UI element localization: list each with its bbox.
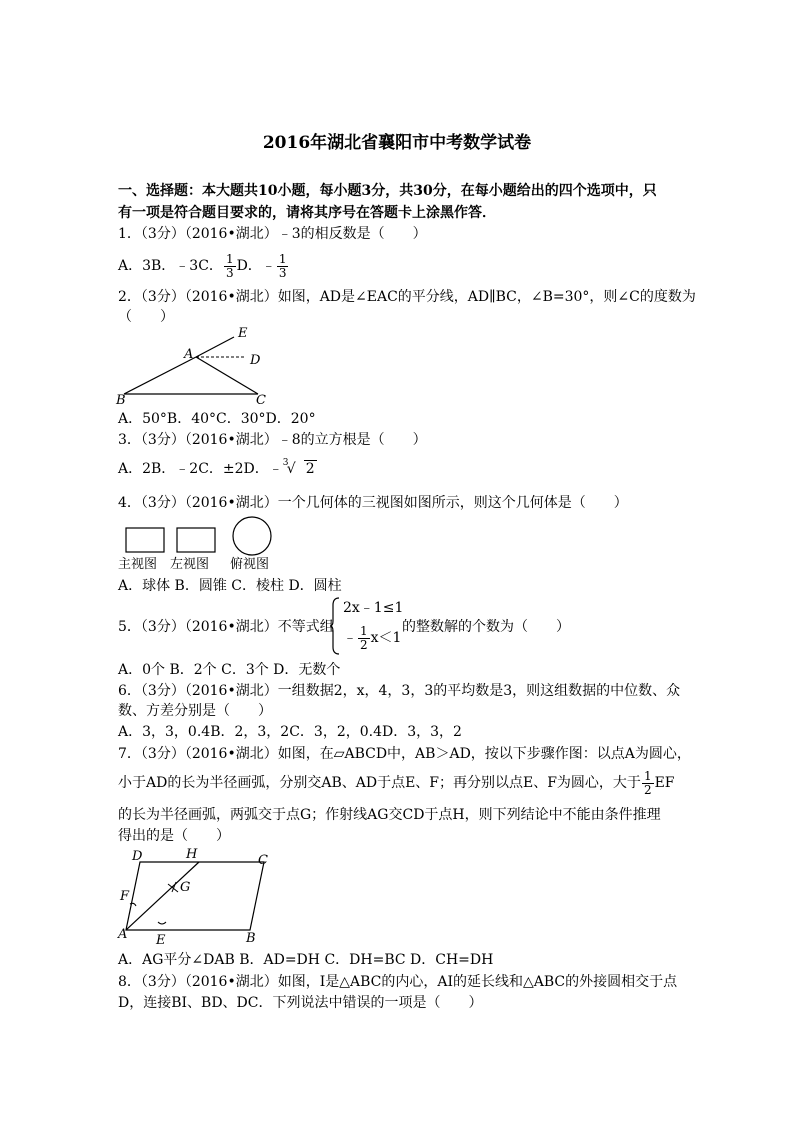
q3-cube-root: 3 √ 2 — [283, 460, 317, 478]
q7-label-c: C — [258, 853, 268, 868]
q4-view-label-top: 俯视图 — [230, 557, 270, 572]
q2-label-b: B — [116, 393, 126, 408]
q7-label-h: H — [186, 847, 198, 862]
q7-label-g: G — [180, 880, 191, 895]
q6-stem-line2: 数、方差分别是（ ） — [118, 703, 272, 719]
q7-stem: 7．（3分）（2016•湖北）如图，在▱ABCD中，AB＞AD，按以下步骤作图：以点A为圆心， — [118, 746, 691, 762]
q4-view-label-front: 主视图 — [118, 557, 158, 572]
q7-stem2-pre: 小于AD的长为半径画弧，分别交AB、AD于点E、F；再分别以点E、F为圆心，大于 — [118, 775, 641, 791]
q7-label-a: A — [118, 927, 128, 942]
q5-left-brace — [330, 597, 340, 655]
section-heading-line1: 一、选择题：本大题共10小题，每小题3分，共30分，在每小题给出的四个选项中，只 — [118, 183, 657, 199]
q2-options: A．50°B．40°C．30°D．20° — [118, 411, 316, 427]
q3-options-line — [118, 460, 317, 478]
q7-label-b: B — [246, 931, 256, 946]
q7-stem-line3: 的长为半径画弧，两弧交于点G；作射线AG交CD于点H，则下列结论中不能由条件推理 — [118, 807, 661, 823]
q1-fraction-c — [224, 253, 236, 280]
q2-stem-line2: （ ） — [118, 309, 174, 325]
q1-option-d: D．﹣ — [236, 258, 276, 274]
q5-stem-pre: 5．（3分）（2016•湖北）不等式组 — [118, 619, 334, 635]
q3-root-body: 2 — [305, 461, 315, 477]
q1-frac-den: 3 — [225, 265, 234, 280]
q7-options: A．AG平分∠DAB B．AD=DH C．DH=BC D．CH=DH — [118, 952, 494, 968]
q4-options: A．球体 B．圆锥 C．棱柱 D．圆柱 — [118, 578, 342, 594]
q5-ineq2-rest: x＜1 — [370, 630, 402, 646]
q7-stem2-post: EF — [654, 775, 675, 791]
q8-stem-line2: D，连接BI、BD、DC．下列说法中错误的一项是（ ） — [118, 995, 483, 1011]
q5-inequality-1: 2x﹣1≤1 — [343, 600, 404, 616]
q1-frac2-num: 1 — [278, 251, 287, 266]
q5-ineq2-num: 1 — [360, 623, 368, 638]
q7-parallelogram-abcd — [126, 862, 264, 930]
q7-ray-ag — [126, 862, 199, 930]
section-heading-line2: 有一项是符合题目要求的，请将其序号在答题卡上涂黑作答． — [118, 205, 496, 221]
q7-label-d: D — [132, 849, 143, 864]
q1-stem: 1．（3分）（2016•湖北）﹣3的相反数是（ ） — [118, 226, 427, 242]
q5-ineq2-den: 2 — [360, 637, 368, 652]
q5-stem-post: 的整数解的个数为（ ） — [402, 619, 570, 635]
q4-front-view-rect — [126, 528, 164, 552]
q7-parallelogram-figure — [114, 846, 284, 948]
q2-label-a: A — [184, 347, 194, 362]
q7-fraction — [642, 770, 654, 797]
q5-options: A．0个 B．2个 C．3个 D．无数个 — [118, 662, 341, 678]
q7-arc-e — [158, 922, 166, 924]
q2-line-ac — [196, 357, 258, 394]
q4-top-view-circle — [233, 517, 271, 555]
q1-frac-num: 1 — [225, 251, 234, 266]
q7-frac-den: 2 — [643, 782, 652, 797]
page-title: 2016年湖北省襄阳市中考数学试卷 — [262, 133, 532, 153]
q1-options-ab: A．3B．﹣3C． — [118, 258, 223, 274]
q7-frac-num: 1 — [643, 768, 652, 783]
q3-root-index: 3 — [282, 458, 289, 468]
q2-label-d: D — [250, 353, 261, 368]
q8-stem: 8．（3分）（2016•湖北）如图，I是△ABC的内心，AI的延长线和△ABC的外接圆相交于点 — [118, 974, 678, 990]
q1-fraction-d — [277, 253, 289, 280]
q3-stem: 3．（3分）（2016•湖北）﹣8的立方根是（ ） — [118, 432, 427, 448]
q4-stem: 4．（3分）（2016•湖北）一个几何体的三视图如图所示，则这个几何体是（ ） — [118, 495, 628, 511]
q5-inequality-2 — [343, 624, 401, 652]
q2-line-ba — [124, 357, 196, 394]
q2-triangle-figure — [112, 322, 282, 408]
q7-label-f: F — [120, 889, 130, 904]
q2-label-c: C — [256, 393, 266, 408]
q2-stem: 2．（3分）（2016•湖北）如图，AD是∠EAC的平分线，AD∥BC，∠B=30°，则∠C的度数为 — [118, 289, 696, 305]
q6-stem: 6．（3分）（2016•湖北）一组数据2，x，4，3，3的平均数是3，则这组数据的中位数、众 — [118, 683, 681, 699]
q4-side-view-rect — [177, 528, 215, 552]
q2-line-ae — [196, 337, 234, 357]
q7-stem-line2 — [118, 768, 675, 798]
q1-options — [118, 252, 289, 280]
q3-options: A．2B．﹣2C．±2D．﹣ — [118, 461, 283, 477]
q4-view-label-side: 左视图 — [170, 557, 210, 572]
q1-frac2-den: 3 — [278, 265, 287, 280]
q7-label-e: E — [156, 933, 166, 948]
q2-label-e: E — [238, 326, 248, 341]
q7-stem-line4: 得出的是（ ） — [118, 828, 230, 844]
q6-options: A．3，3，0.4B．2，3，2C．3，2，0.4D．3，3，2 — [118, 724, 462, 740]
q5-ineq2-fraction — [358, 625, 370, 652]
q5-ineq2-minus: ﹣ — [343, 630, 357, 646]
